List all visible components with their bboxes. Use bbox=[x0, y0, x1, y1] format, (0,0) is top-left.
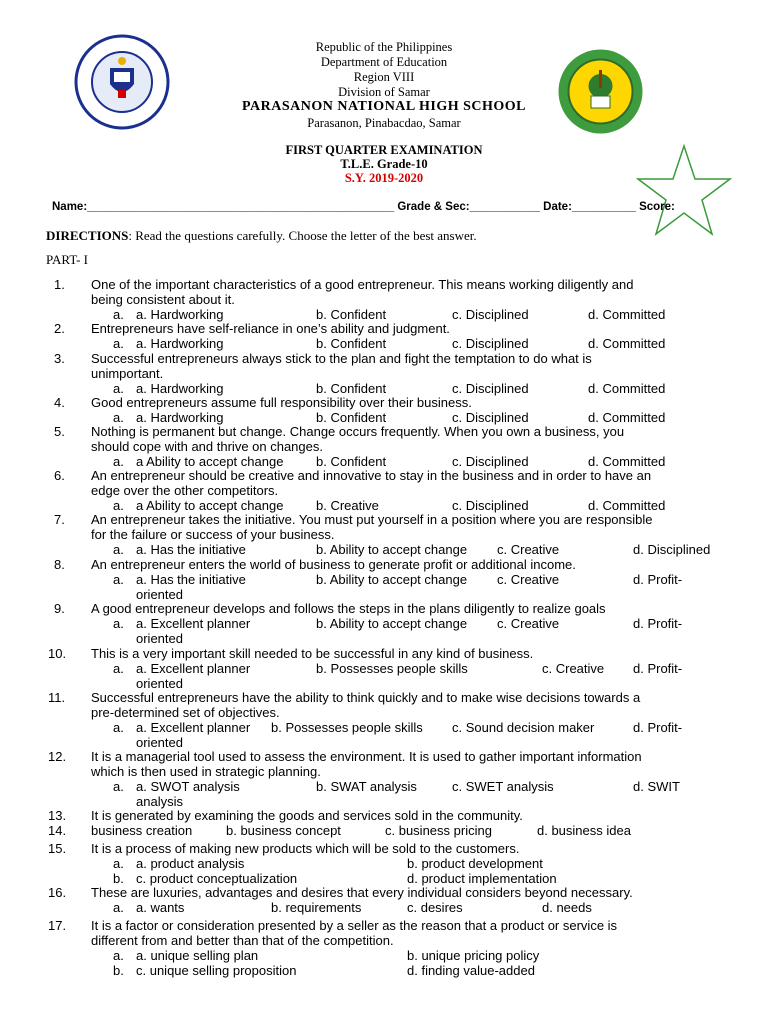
option-c[interactable]: c. Creative bbox=[497, 572, 560, 587]
option-a[interactable]: a. wants bbox=[136, 900, 185, 915]
option-c[interactable]: c. Disciplined bbox=[452, 410, 529, 425]
question-text-cont: edge over the other competitors. bbox=[91, 483, 279, 498]
option-letter: a. bbox=[113, 779, 124, 794]
question-text: Entrepreneurs have self-reliance in one’s ability and judgment. bbox=[91, 321, 450, 336]
option-letter: a. bbox=[113, 661, 124, 676]
option-d[interactable]: d. Committed bbox=[588, 336, 666, 351]
question-number: 14. bbox=[48, 823, 67, 838]
option-c[interactable]: c. Creative bbox=[542, 661, 605, 676]
school-year: S.Y. 2019-2020 bbox=[344, 171, 424, 185]
question-text-cont: different from and better than that of the competition. bbox=[91, 933, 394, 948]
option-b[interactable]: b. Ability to accept change bbox=[316, 572, 468, 587]
star-score-icon bbox=[636, 143, 732, 237]
option-a[interactable]: a. Excellent planner bbox=[136, 616, 251, 631]
grade-field[interactable]: ___________ bbox=[469, 201, 540, 213]
question-text: Good entrepreneurs assume full responsibility over their business. bbox=[91, 395, 472, 410]
option-c[interactable]: c. Creative bbox=[497, 616, 560, 631]
part-label: PART- I bbox=[46, 252, 88, 267]
option-d-cont: oriented bbox=[136, 587, 183, 602]
option-b[interactable]: b. Creative bbox=[316, 498, 379, 513]
option-b[interactable]: b. Confident bbox=[316, 336, 387, 351]
option-a[interactable]: a. Has the initiative bbox=[136, 572, 246, 587]
exam-subject: T.L.E. Grade-10 bbox=[340, 157, 428, 171]
option-b[interactable]: b. Confident bbox=[316, 307, 387, 322]
option-letter: b. bbox=[113, 871, 124, 886]
option-c[interactable]: c. unique selling proposition bbox=[136, 963, 297, 978]
school-address: Parasanon, Pinabacdao, Samar bbox=[307, 116, 461, 130]
option-a[interactable]: a. Hardworking bbox=[136, 410, 224, 425]
option-c[interactable]: c. business pricing bbox=[385, 823, 492, 838]
option-b[interactable]: b. Possesses people skills bbox=[316, 661, 468, 676]
question-number: 11. bbox=[48, 690, 66, 705]
name-field[interactable]: ________________________________________________ bbox=[87, 201, 395, 213]
option-c[interactable]: c. Disciplined bbox=[452, 498, 529, 513]
option-d[interactable]: d. needs bbox=[542, 900, 592, 915]
option-a[interactable]: a. SWOT analysis bbox=[136, 779, 240, 794]
question-number: 16. bbox=[48, 885, 67, 900]
option-letter: a. bbox=[113, 336, 124, 351]
question-number: 15. bbox=[48, 841, 67, 856]
option-d[interactable]: d. Profit- bbox=[633, 616, 683, 631]
option-a[interactable]: a Ability to accept change bbox=[136, 498, 284, 513]
date-field[interactable]: __________ bbox=[571, 201, 636, 213]
exam-title: FIRST QUARTER EXAMINATION bbox=[285, 143, 483, 157]
option-letter: a. bbox=[113, 720, 124, 735]
question-text-cont: for the failure or success of your business. bbox=[91, 527, 335, 542]
question-text-cont: which is then used in strategic planning. bbox=[91, 764, 321, 779]
option-d[interactable]: d. business idea bbox=[537, 823, 631, 838]
question-text-cont: pre-determined set of objectives. bbox=[91, 705, 280, 720]
option-letter: a. bbox=[113, 307, 124, 322]
option-b[interactable]: b. Confident bbox=[316, 410, 387, 425]
option-c[interactable]: c. product conceptualization bbox=[136, 871, 298, 886]
option-d[interactable]: d. Disciplined bbox=[633, 542, 711, 557]
option-d[interactable]: d. Committed bbox=[588, 410, 666, 425]
option-a[interactable]: a. Hardworking bbox=[136, 307, 224, 322]
option-b[interactable]: b. Possesses people skills bbox=[271, 720, 423, 735]
option-b[interactable]: b. requirements bbox=[271, 900, 362, 915]
directions-text: : Read the questions carefully. Choose the letter of the best answer. bbox=[128, 228, 477, 243]
option-a[interactable]: a. unique selling plan bbox=[136, 948, 259, 963]
option-letter: b. bbox=[113, 963, 124, 978]
option-d[interactable]: d. Profit- bbox=[633, 720, 683, 735]
option-b[interactable]: b. SWAT analysis bbox=[316, 779, 417, 794]
option-c[interactable]: c. Sound decision maker bbox=[452, 720, 595, 735]
option-letter: a. bbox=[113, 572, 124, 587]
option-b[interactable]: b. product development bbox=[407, 856, 543, 871]
question-text-cont: unimportant. bbox=[91, 366, 164, 381]
question-number: 4. bbox=[54, 395, 65, 410]
question-number: 10. bbox=[48, 646, 67, 661]
question-number: 3. bbox=[54, 351, 65, 366]
option-d[interactable]: d. finding value-added bbox=[407, 963, 535, 978]
question-text: Successful entrepreneurs have the ability to think quickly and to make wise decisions towards a bbox=[91, 690, 641, 705]
option-a[interactable]: a. Has the initiative bbox=[136, 542, 246, 557]
option-a[interactable]: a. Excellent planner bbox=[136, 720, 251, 735]
option-c[interactable]: c. Disciplined bbox=[452, 336, 529, 351]
region-line: Region VIII bbox=[353, 70, 415, 84]
date-label: Date: bbox=[543, 201, 572, 213]
option-letter: a. bbox=[113, 381, 124, 396]
option-letter: a. bbox=[113, 498, 124, 513]
question-text: It is generated by examining the goods and services sold in the community. bbox=[91, 808, 523, 823]
option-d[interactable]: d. Profit- bbox=[633, 661, 683, 676]
question-number: 1. bbox=[54, 277, 65, 292]
option-d[interactable]: d. Profit- bbox=[633, 572, 683, 587]
question-text: A good entrepreneur develops and follows the steps in the plans diligently to realize goals bbox=[91, 601, 606, 616]
option-a[interactable]: business creation bbox=[91, 823, 193, 838]
question-number: 8. bbox=[54, 557, 65, 572]
option-a[interactable]: a Ability to accept change bbox=[136, 454, 284, 469]
option-a[interactable]: a. Hardworking bbox=[136, 381, 224, 396]
question-text: Nothing is permanent but change. Change occurs frequently. When you own a business, you bbox=[91, 424, 625, 439]
option-d-cont: analysis bbox=[136, 794, 183, 809]
option-c[interactable]: c. SWET analysis bbox=[452, 779, 554, 794]
option-letter: a. bbox=[113, 856, 124, 871]
question-number: 7. bbox=[54, 512, 65, 527]
question-text: An entrepreneur takes the initiative. You must put yourself in a position where you are responsible bbox=[91, 512, 653, 527]
grade-label: Grade & Sec: bbox=[397, 201, 470, 213]
student-info-line bbox=[52, 201, 675, 213]
name-label: Name: bbox=[52, 201, 88, 213]
question-text-cont: should cope with and thrive on changes. bbox=[91, 439, 323, 454]
question-number: 13. bbox=[48, 808, 67, 823]
option-letter: a. bbox=[113, 900, 124, 915]
question-text: It is a managerial tool used to assess the environment. It is used to gather important information bbox=[91, 749, 642, 764]
question-text: Successful entrepreneurs always stick to the plan and fight the temptation to do what is bbox=[91, 351, 592, 366]
option-letter: a. bbox=[113, 410, 124, 425]
score-label: Score: bbox=[639, 201, 675, 213]
option-b[interactable]: b. Ability to accept change bbox=[316, 616, 468, 631]
option-letter: a. bbox=[113, 454, 124, 469]
republic-line: Republic of the Philippines bbox=[315, 40, 453, 54]
question-text: An entrepreneur should be creative and innovative to stay in the business and in order to have an bbox=[91, 468, 652, 483]
option-a[interactable]: a. product analysis bbox=[136, 856, 245, 871]
directions bbox=[46, 228, 477, 244]
option-a[interactable]: a. Hardworking bbox=[136, 336, 224, 351]
option-d[interactable]: d. Committed bbox=[588, 454, 666, 469]
option-letter: a. bbox=[113, 616, 124, 631]
question-text-cont: being consistent about it. bbox=[91, 292, 235, 307]
option-letter: a. bbox=[113, 948, 124, 963]
option-c[interactable]: c. Creative bbox=[497, 542, 560, 557]
option-c[interactable]: c. desires bbox=[407, 900, 463, 915]
question-number: 2. bbox=[54, 321, 65, 336]
option-b[interactable]: b. Ability to accept change bbox=[316, 542, 468, 557]
option-d[interactable]: d. product implementation bbox=[407, 871, 557, 886]
school-name: PARASANON NATIONAL HIGH SCHOOL bbox=[241, 99, 526, 114]
option-d[interactable]: d. Committed bbox=[588, 381, 666, 396]
option-b[interactable]: b. business concept bbox=[226, 823, 341, 838]
question-number: 6. bbox=[54, 468, 65, 483]
division-line: Division of Samar bbox=[338, 85, 430, 99]
option-b[interactable]: b. unique pricing policy bbox=[407, 948, 540, 963]
option-c[interactable]: c. Disciplined bbox=[452, 454, 529, 469]
option-b[interactable]: b. Confident bbox=[316, 454, 387, 469]
option-d[interactable]: d. SWIT bbox=[633, 779, 680, 794]
question-text: It is a process of making new products which will be sold to the customers. bbox=[91, 841, 520, 856]
option-c[interactable]: c. Disciplined bbox=[452, 381, 529, 396]
option-d[interactable]: d. Committed bbox=[588, 307, 666, 322]
question-text: An entrepreneur enters the world of business to generate profit or additional income. bbox=[91, 557, 576, 572]
question-number: 9. bbox=[54, 601, 65, 616]
directions-label: DIRECTIONS bbox=[46, 228, 129, 243]
option-d-cont: oriented bbox=[136, 676, 183, 691]
option-d-cont: oriented bbox=[136, 735, 183, 750]
option-b[interactable]: b. Confident bbox=[316, 381, 387, 396]
question-text: It is a factor or consideration presented by a seller as the reason that a product or service is bbox=[91, 918, 618, 933]
question-text: This is a very important skill needed to be successful in any kind of business. bbox=[91, 646, 534, 661]
question-text: These are luxuries, advantages and desires that every individual considers beyond necessary. bbox=[91, 885, 633, 900]
question-text: One of the important characteristics of a good entrepreneur. This means working diligently and bbox=[91, 277, 634, 292]
option-d[interactable]: d. Committed bbox=[588, 498, 666, 513]
department-line: Department of Education bbox=[320, 55, 448, 69]
option-a[interactable]: a. Excellent planner bbox=[136, 661, 251, 676]
option-d-cont: oriented bbox=[136, 631, 183, 646]
option-letter: a. bbox=[113, 542, 124, 557]
question-number: 12. bbox=[48, 749, 67, 764]
option-c[interactable]: c. Disciplined bbox=[452, 307, 529, 322]
question-number: 5. bbox=[54, 424, 65, 439]
question-number: 17. bbox=[48, 918, 67, 933]
